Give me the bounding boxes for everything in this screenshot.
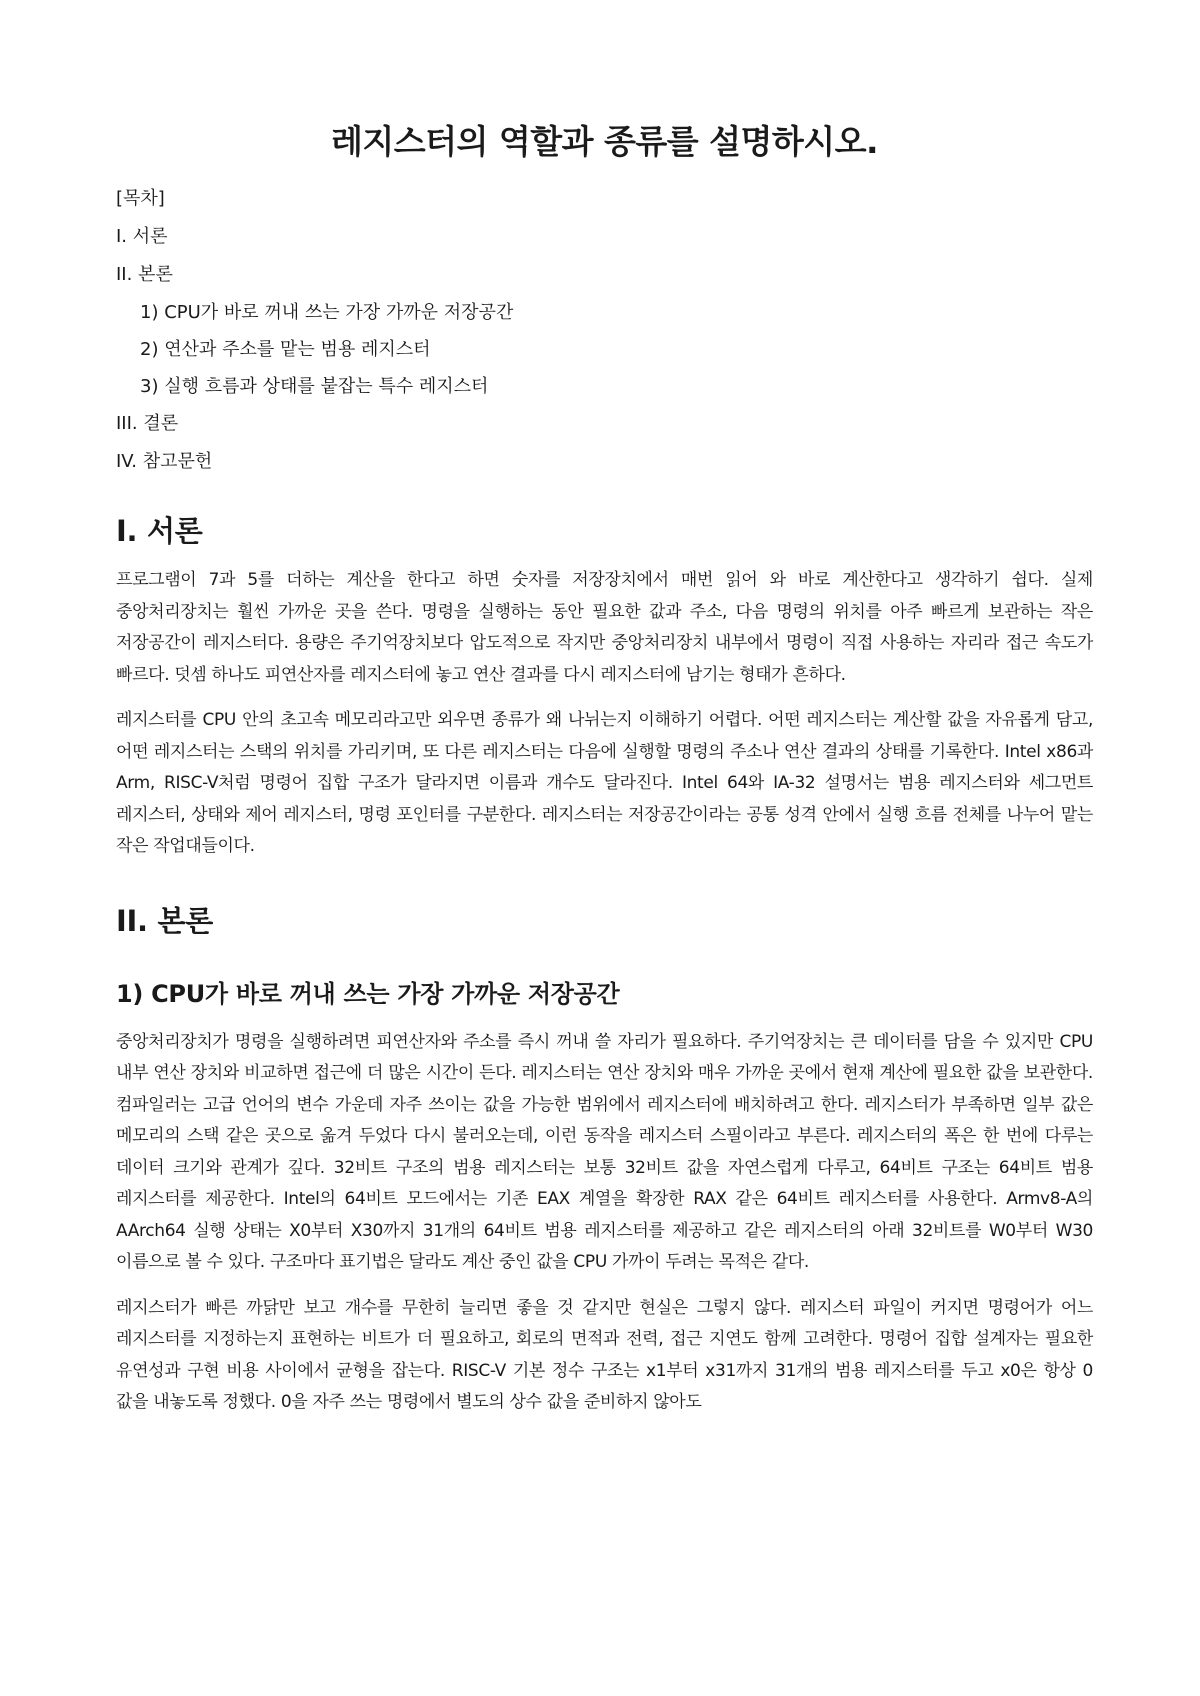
section-heading: II. 본론 xyxy=(116,903,213,938)
subsection-heading: 1) CPU가 바로 꺼내 쓰는 가장 가까운 저장공간 xyxy=(116,979,620,1008)
toc-subitem: 2) 연산과 주소를 맡는 범용 레지스터 xyxy=(140,339,431,360)
toc-label: [목차] xyxy=(116,188,165,209)
body-section xyxy=(116,901,1093,1419)
paragraph: 레지스터를 CPU 안의 초고속 메모리라고만 외우면 종류가 왜 나뉘는지 이해하기 어렵다. 어떤 레지스터는 계산할 값을 자유롭게 담고, 어떤 레지스터는 스택의 위치를 가리키며, 또 다른 레지스터는 다음에 실행할 명령의 주소나 연산 결과의 상태를 기록한다. Intel x86과 Arm, RISC-V처럼 명령어 집합 구조가 달라지면 이름과 개수도 달라진다. Intel 64와 IA-32 설명서는 범용 레지스터와 세그먼트 레지스터, 상태와 제어 레지스터, 명령 포인터를 구분한다. 레지스터는 저장공간이라는 공통 성격 안에서 실행 흐름 전체를 나누어 맡는 작은 작업대들이다. xyxy=(116,710,1093,856)
intro-section xyxy=(116,511,1093,863)
toc-subitem: 1) CPU가 바로 꺼내 쓰는 가장 가까운 저장공간 xyxy=(140,302,514,323)
toc-item: II. 본론 xyxy=(116,264,173,285)
paragraph: 레지스터가 빠른 까닭만 보고 개수를 무한히 늘리면 좋을 것 같지만 현실은 그렇지 않다. 레지스터 파일이 커지면 명령어가 어느 레지스터를 지정하는지 표현하는 비트가 더 필요하고, 회로의 면적과 전력, 접근 지연도 함께 고려한다. 명령어 집합 설계자는 필요한 유연성과 구현 비용 사이에서 균형을 잡는다. RISC-V 기본 정수 구조는 x1부터 x31까지 31개의 범용 레지스터를 두고 x0은 항상 0 값을 내놓도록 정했다. 0을 자주 쓰는 명령에서 별도의 상수 값을 준비하지 않아도 xyxy=(116,1297,1093,1412)
paragraph: 중앙처리장치가 명령을 실행하려면 피연산자와 주소를 즉시 꺼내 쓸 자리가 필요하다. 주기억장치는 큰 데이터를 담을 수 있지만 CPU 내부 연산 장치와 비교하면 접근에 더 많은 시간이 든다. 레지스터는 연산 장치와 매우 가까운 곳에서 현재 계산에 필요한 값을 보관한다. 컴파일러는 고급 언어의 변수 가운데 자주 쓰이는 값을 가능한 범위에서 레지스터에 배치하려고 한다. 레지스터가 부족하면 일부 값은 메모리의 스택 같은 곳으로 옮겨 두었다 다시 불러오는데, 이런 동작을 레지스터 스필이라고 부른다. 레지스터의 폭은 한 번에 다루는 데이터 크기와 관계가 깊다. 32비트 구조의 범용 레지스터는 보통 32비트 값을 자연스럽게 다루고, 64비트 구조는 64비트 범용 레지스터를 제공한다. Intel의 64비트 모드에서는 기존 EAX 계열을 확장한 RAX 같은 64비트 레지스터를 사용한다. Armv8-A의 AArch64 실행 상태는 X0부터 X30까지 31개의 64비트 범용 레지스터를 제공하고 같은 레지스터의 아래 32비트를 W0부터 W30 이름으로 볼 수 있다. 구조마다 표기법은 달라도 계산 중인 값을 CPU 가까이 두려는 목적은 같다. xyxy=(116,1031,1093,1272)
document-title: 레지스터의 역할과 종류를 설명하시오. xyxy=(330,122,879,161)
toc-item: III. 결론 xyxy=(116,413,179,434)
section-heading: I. 서론 xyxy=(116,514,203,548)
toc-subitem: 3) 실행 흐름과 상태를 붙잡는 특수 레지스터 xyxy=(140,376,489,397)
toc-item: IV. 참고문헌 xyxy=(116,451,213,472)
toc-item: I. 서론 xyxy=(116,226,168,247)
paragraph: 프로그램이 7과 5를 더하는 계산을 한다고 하면 숫자를 저장장치에서 매번 읽어 와 바로 계산한다고 생각하기 쉽다. 실제 중앙처리장치는 훨씬 가까운 곳을 쓴다. 명령을 실행하는 동안 필요한 값과 주소, 다음 명령의 위치를 아주 빠르게 보관하는 작은 저장공간이 레지스터다. 용량은 주기억장치보다 압도적으로 작지만 중앙처리장치 내부에서 명령이 직접 사용하는 자리라 접근 속도가 빠르다. 덧셈 하나도 피연산자를 레지스터에 놓고 연산 결과를 다시 레지스터에 남기는 형태가 흔하다. xyxy=(116,570,1093,685)
table-of-contents xyxy=(116,188,1093,473)
